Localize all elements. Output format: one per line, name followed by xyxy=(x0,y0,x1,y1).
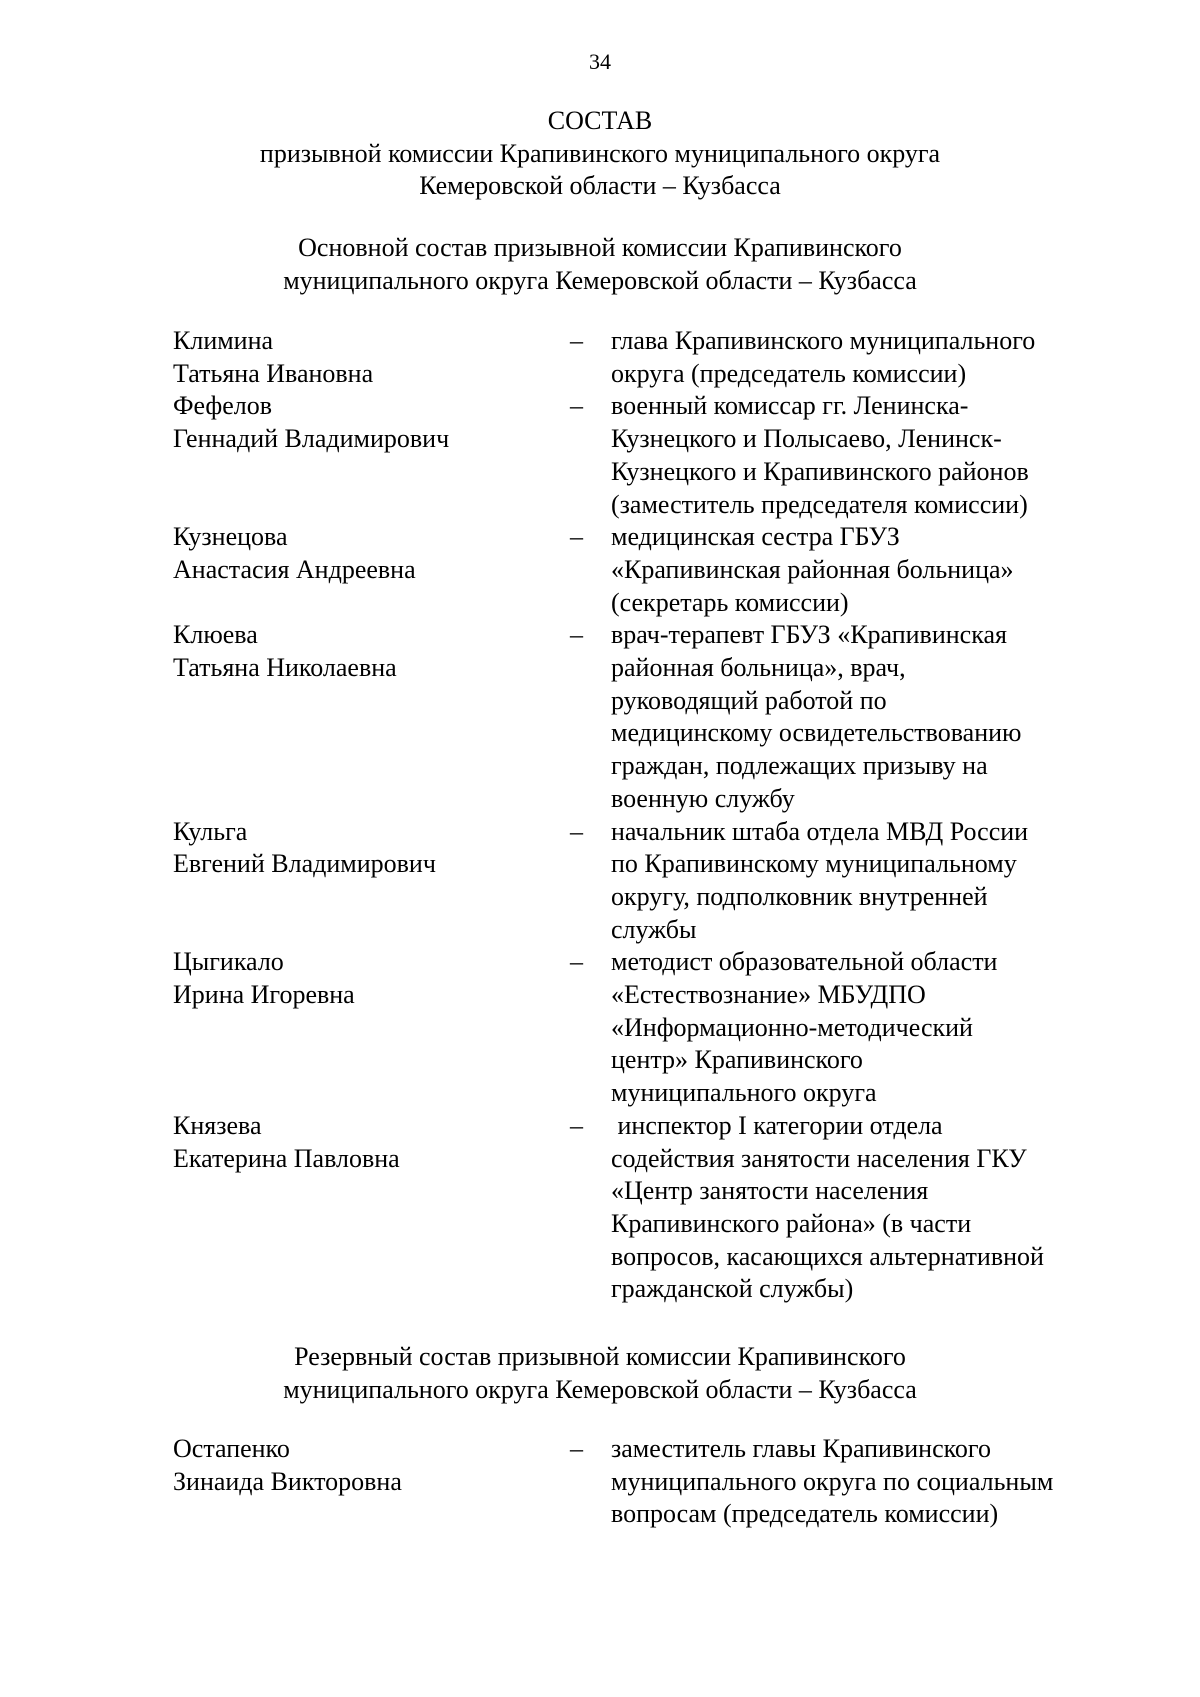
member-given-names: Татьяна Николаевна xyxy=(173,653,397,683)
reserve-section-heading xyxy=(0,1341,1200,1406)
member-dash: – xyxy=(570,816,583,846)
role-line: Кузнецкого и Крапивинского районов xyxy=(611,456,1029,486)
member-name xyxy=(173,390,570,455)
member-surname: Цыгикало xyxy=(173,947,284,977)
member-surname: Клюева xyxy=(173,620,258,650)
role-line: службы xyxy=(611,914,697,944)
member-role xyxy=(611,325,1113,390)
role-line: военную службу xyxy=(611,783,795,813)
member-given-names: Зинаида Викторовна xyxy=(173,1466,402,1496)
member-role xyxy=(611,1433,1113,1531)
role-line: вопросам (председатель комиссии) xyxy=(611,1499,999,1529)
role-line: врач-терапевт ГБУЗ «Крапивинская xyxy=(611,620,1007,650)
member-row xyxy=(173,521,1113,619)
member-dash: – xyxy=(570,326,583,355)
member-row xyxy=(173,1110,1113,1306)
role-line: округу, подполковник внутренней xyxy=(611,881,988,911)
reserve-members-list xyxy=(173,1433,1113,1531)
member-row xyxy=(173,390,1113,521)
member-row xyxy=(173,946,1113,1110)
main-members-list xyxy=(173,325,1113,1306)
member-given-names: Геннадий Владимирович xyxy=(173,424,450,454)
member-given-names: Татьяна Ивановна xyxy=(173,358,374,388)
role-line: методист образовательной области xyxy=(611,947,998,977)
role-line: «Центр занятости населения xyxy=(611,1176,929,1206)
member-name xyxy=(173,816,570,881)
role-line: инспектор I категории отдела xyxy=(611,1110,943,1140)
role-line: «Информационно-методический xyxy=(611,1012,973,1042)
role-line: начальник штаба отдела МВД России xyxy=(611,816,1029,846)
main-heading-line-1: Основной состав призывной комиссии Крапивинского xyxy=(298,233,902,262)
member-given-names: Ирина Игоревна xyxy=(173,980,355,1010)
role-line: Кузнецкого и Полысаево, Ленинск- xyxy=(611,424,1002,454)
member-row xyxy=(173,619,1113,815)
member-surname: Кульга xyxy=(173,816,248,846)
member-surname: Климина xyxy=(173,326,274,355)
title-line-1: СОСТАВ xyxy=(547,106,653,135)
role-line: (заместитель председателя комиссии) xyxy=(611,489,1028,519)
member-name xyxy=(173,1110,570,1175)
title-line-2: призывной комиссии Крапивинского муниципального округа xyxy=(259,138,941,168)
member-role xyxy=(611,619,1113,815)
page-number: 34 xyxy=(589,49,611,74)
member-name xyxy=(173,325,570,390)
member-row xyxy=(173,816,1113,947)
member-role xyxy=(611,1110,1113,1306)
reserve-heading-line-2: муниципального округа Кемеровской области – Кузбасса xyxy=(283,1374,917,1404)
main-section-heading xyxy=(0,232,1200,297)
role-line: центр» Крапивинского xyxy=(611,1045,863,1075)
member-role xyxy=(611,816,1113,947)
role-line: «Естествознание» МБУДПО xyxy=(611,980,926,1010)
role-line: Крапивинского района» (в части xyxy=(611,1208,972,1238)
member-role xyxy=(611,521,1113,619)
member-surname: Князева xyxy=(173,1110,262,1140)
role-line: глава Крапивинского муниципального xyxy=(611,326,1036,355)
member-name xyxy=(173,946,570,1011)
member-surname: Кузнецова xyxy=(173,522,288,552)
member-dash: – xyxy=(570,947,583,977)
role-line: округа (председатель комиссии) xyxy=(611,358,967,388)
role-line: медицинская сестра ГБУЗ xyxy=(611,522,900,552)
member-given-names: Анастасия Андреевна xyxy=(173,554,416,584)
role-line: «Крапивинская районная больница» xyxy=(611,554,1014,584)
member-name xyxy=(173,619,570,684)
member-role xyxy=(611,390,1113,521)
role-line: муниципального округа xyxy=(611,1078,877,1108)
member-surname: Фефелов xyxy=(173,391,273,421)
member-name xyxy=(173,521,570,586)
title-line-3: Кемеровской области – Кузбасса xyxy=(419,171,781,201)
reserve-heading-line-1: Резервный состав призывной комиссии Крапивинского xyxy=(294,1342,906,1371)
member-role xyxy=(611,946,1113,1110)
role-line: содействия занятости населения ГКУ xyxy=(611,1143,1027,1173)
role-line: муниципального округа по социальным xyxy=(611,1466,1054,1496)
role-line: вопросов, касающихся альтернативной xyxy=(611,1241,1044,1271)
member-given-names: Екатерина Павловна xyxy=(173,1143,400,1173)
member-row xyxy=(173,1433,1113,1531)
member-dash: – xyxy=(570,522,583,552)
member-dash: – xyxy=(570,1110,583,1140)
member-dash: – xyxy=(570,1434,583,1463)
role-line: военный комиссар гг. Ленинска- xyxy=(611,391,969,421)
role-line: по Крапивинскому муниципальному xyxy=(611,849,1017,879)
member-name xyxy=(173,1433,570,1498)
role-line: руководящий работой по xyxy=(611,685,887,715)
role-line: заместитель главы Крапивинского xyxy=(611,1434,991,1463)
member-dash: – xyxy=(570,391,583,421)
document-title xyxy=(0,105,1200,203)
member-surname: Остапенко xyxy=(173,1434,290,1463)
role-line: гражданской службы) xyxy=(611,1274,854,1304)
main-heading-line-2: муниципального округа Кемеровской области – Кузбасса xyxy=(283,265,917,295)
member-given-names: Евгений Владимирович xyxy=(173,849,436,879)
member-row xyxy=(173,325,1113,390)
role-line: граждан, подлежащих призыву на xyxy=(611,751,988,781)
role-line: медицинскому освидетельствованию xyxy=(611,718,1022,748)
role-line: районная больница», врач, xyxy=(611,653,906,683)
member-dash: – xyxy=(570,620,583,650)
role-line: (секретарь комиссии) xyxy=(611,587,849,617)
